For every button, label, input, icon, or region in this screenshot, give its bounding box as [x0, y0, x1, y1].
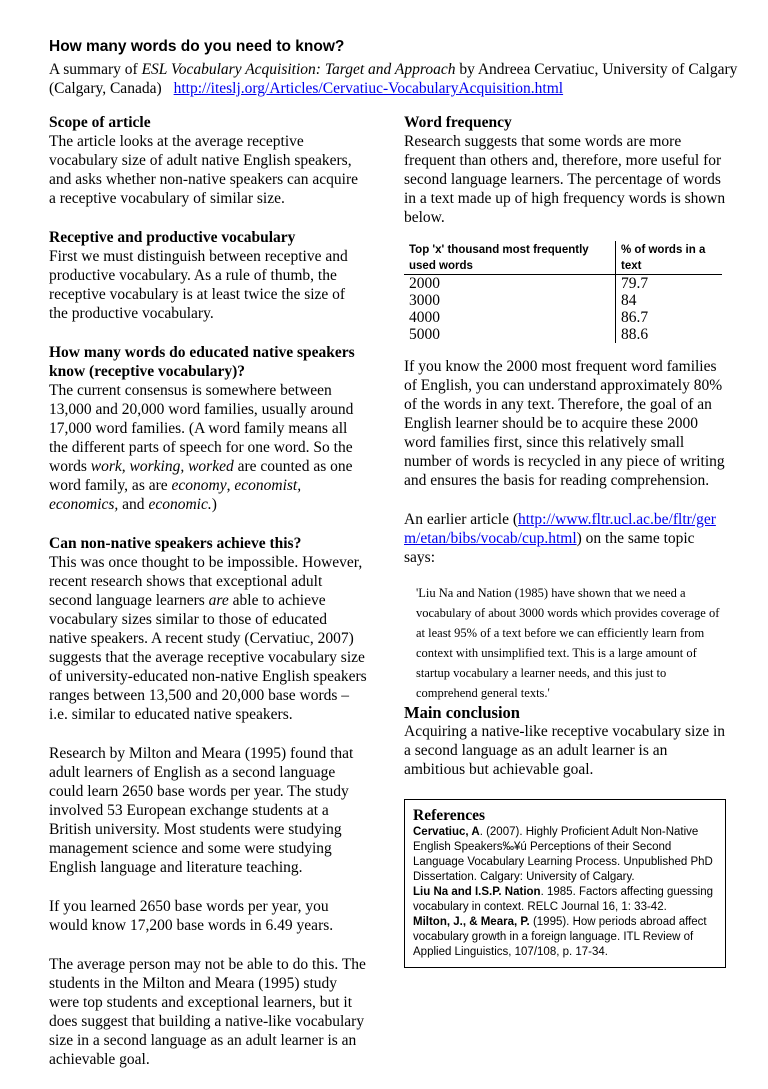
average-section	[49, 955, 367, 1069]
intro-paragraph	[49, 60, 739, 98]
table-header-row	[404, 241, 722, 275]
scope-section	[49, 113, 367, 208]
reference-text: (1995). How periods abroad affect vocabulary growth in a foreign language. ITL Review of Applied Linguistics, 107/108, p. 17-34.	[413, 916, 707, 958]
nonnative-emph: are	[208, 592, 229, 609]
after-table-body: If you know the 2000 most frequent word families of English, you can understand approximately 80% of the words in any text. Therefore, the goal of an English learner should be to acquire these 2000 word families first, since this relatively small number of words is recycled in any piece of writing and ensures the basis for reading comprehension.	[404, 358, 725, 489]
reference-item	[413, 885, 718, 915]
table-cell-words: 5000	[409, 326, 440, 343]
reference-item	[413, 915, 718, 960]
average-body: The average person may not be able to do this. The students in the Milton and Meara (1995) study were top students and exceptional learners, but it does suggest that building a native-like vocabulary size in a second language as an adult learner is an achievable goal.	[49, 956, 366, 1068]
nonnative-text-2: able to achieve vocabulary sizes similar to those of educated native speakers. A recent study (Cervatiuc, 2007) suggests that the average receptive vocabulary size of university-educated non-native English speakers ranges between 13,500 and 20,000 base words – i.e. similar to educated native speakers.	[49, 592, 367, 723]
nonnative-section	[49, 534, 367, 724]
native-emph-3: economist, economics,	[49, 477, 302, 513]
earlier-text-1: An earlier article (	[404, 511, 519, 528]
native-text-3: ,	[226, 477, 235, 494]
reference-author: Liu Na and I.S.P. Nation	[413, 886, 541, 898]
right-column	[404, 113, 726, 968]
reference-author: Milton, J., & Meara, P.	[413, 916, 530, 928]
earlier-text-2: ) on the same topic says:	[404, 530, 695, 566]
receptive-body: First we must distinguish between receptive and productive vocabulary. As a rule of thumb, the receptive vocabulary is at least twice the size of the productive vocabulary.	[49, 248, 348, 322]
conclusion-body: Acquiring a native-like receptive vocabulary size in a second language as an adult learner is an ambitious but achievable goal.	[404, 723, 726, 778]
milton-body: Research by Milton and Meara (1995) found that adult learners of English as a second language could learn 2650 base words per year. The study involved 53 European exchange students at a British university. Most students were studying management science and some were studying English language and literature teaching.	[49, 745, 354, 876]
nonnative-heading: Can non-native speakers achieve this?	[49, 535, 302, 552]
intro-byline: by Andreea Cervatiuc, University of Calgary (Calgary, Canada)	[49, 61, 738, 97]
frequency-table	[404, 241, 722, 343]
scope-body: The article looks at the average receptive vocabulary size of adult native English speakers, and asks whether non-native speakers can acquire a receptive vocabulary of similar size.	[49, 133, 359, 207]
left-column	[49, 113, 367, 1089]
native-text-1: The current consensus is somewhere between 13,000 and 20,000 word families, usually around 17,000 word families. (A word family means all the different parts of speech for one word. So the words	[49, 382, 354, 475]
references-heading: References	[413, 807, 486, 824]
native-section	[49, 343, 367, 514]
calc-section	[49, 897, 367, 935]
conclusion-heading: Main conclusion	[404, 703, 520, 722]
table-row	[404, 292, 722, 309]
table-header-words: Top 'x' thousand most frequently used words	[404, 241, 616, 275]
native-text-5: )	[211, 496, 217, 513]
native-body	[49, 381, 367, 514]
receptive-section	[49, 228, 367, 323]
frequency-body: Research suggests that some words are more frequent than others and, therefore, more useful for second language learners. The percentage of words in a text made up of high frequency words is shown below.	[404, 133, 726, 226]
table-row	[404, 309, 722, 326]
table-row	[404, 275, 722, 293]
table-cell-words: 3000	[409, 292, 440, 309]
references-box	[404, 799, 726, 968]
receptive-heading: Receptive and productive vocabulary	[49, 229, 296, 246]
reference-item	[413, 825, 718, 885]
native-emph-2: economy	[171, 477, 227, 494]
earlier-article-body	[404, 510, 726, 567]
native-text-4: and	[118, 496, 149, 513]
reference-text: . (2007). Highly Proficient Adult Non-Native English Speakers‰¥ú Perceptions of their Second Language Vocabulary Learning Process. Unpublished PhD Dissertation. Calgary: University of Calgary.	[413, 826, 713, 883]
intro-prefix: A summary of	[49, 61, 142, 78]
earlier-article-link[interactable]: http://www.fltr.ucl.ac.be/fltr/germ/etan/bibs/vocab/cup.html	[404, 511, 716, 547]
native-heading: How many words do educated native speakers know (receptive vocabulary)?	[49, 344, 355, 380]
scope-heading: Scope of article	[49, 114, 151, 131]
book-title: ESL Vocabulary Acquisition: Target and Approach	[141, 61, 456, 78]
page-title: How many words do you need to know?	[49, 38, 345, 55]
native-emph-1: work, working, worked	[90, 458, 234, 475]
native-text-2: are counted as one word family, as are	[49, 458, 353, 494]
nonnative-body	[49, 553, 367, 724]
table-header-percent: % of words in a text	[616, 241, 723, 275]
after-table-section	[404, 357, 726, 490]
reference-author: Cervatiuc, A	[413, 826, 480, 838]
source-link[interactable]: http://iteslj.org/Articles/Cervatiuc-VocabularyAcquisition.html	[173, 80, 564, 97]
table-cell-percent: 79.7	[616, 275, 723, 293]
native-emph-4: economic.	[148, 496, 212, 513]
table-cell-percent: 88.6	[616, 326, 723, 343]
calc-body: If you learned 2650 base words per year, you would know 17,200 base words in 6.49 years.	[49, 898, 334, 934]
table-cell-words: 4000	[409, 309, 440, 326]
quote-block: 'Liu Na and Nation (1985) have shown that we need a vocabulary of about 3000 words which provides coverage of at least 95% of a text before we can efficiently learn from context with unsimplified text. This is a large amount of startup vocabulary a learner needs, and this just to comprehend general texts.'	[416, 586, 720, 700]
milton-section	[49, 744, 367, 877]
nonnative-text-1: This was once thought to be impossible. However, recent research shows that exceptional adult second language learners	[49, 554, 363, 609]
table-cell-percent: 86.7	[616, 309, 723, 326]
table-row	[404, 326, 722, 343]
earlier-article-section	[404, 510, 726, 703]
frequency-heading: Word frequency	[404, 114, 512, 131]
conclusion-section	[404, 703, 726, 779]
frequency-section	[404, 113, 726, 227]
table-cell-words: 2000	[409, 275, 440, 292]
reference-text: . 1985. Factors affecting guessing vocabulary in context. RELC Journal 16, 1: 33-42.	[413, 886, 713, 913]
table-cell-percent: 84	[616, 292, 723, 309]
